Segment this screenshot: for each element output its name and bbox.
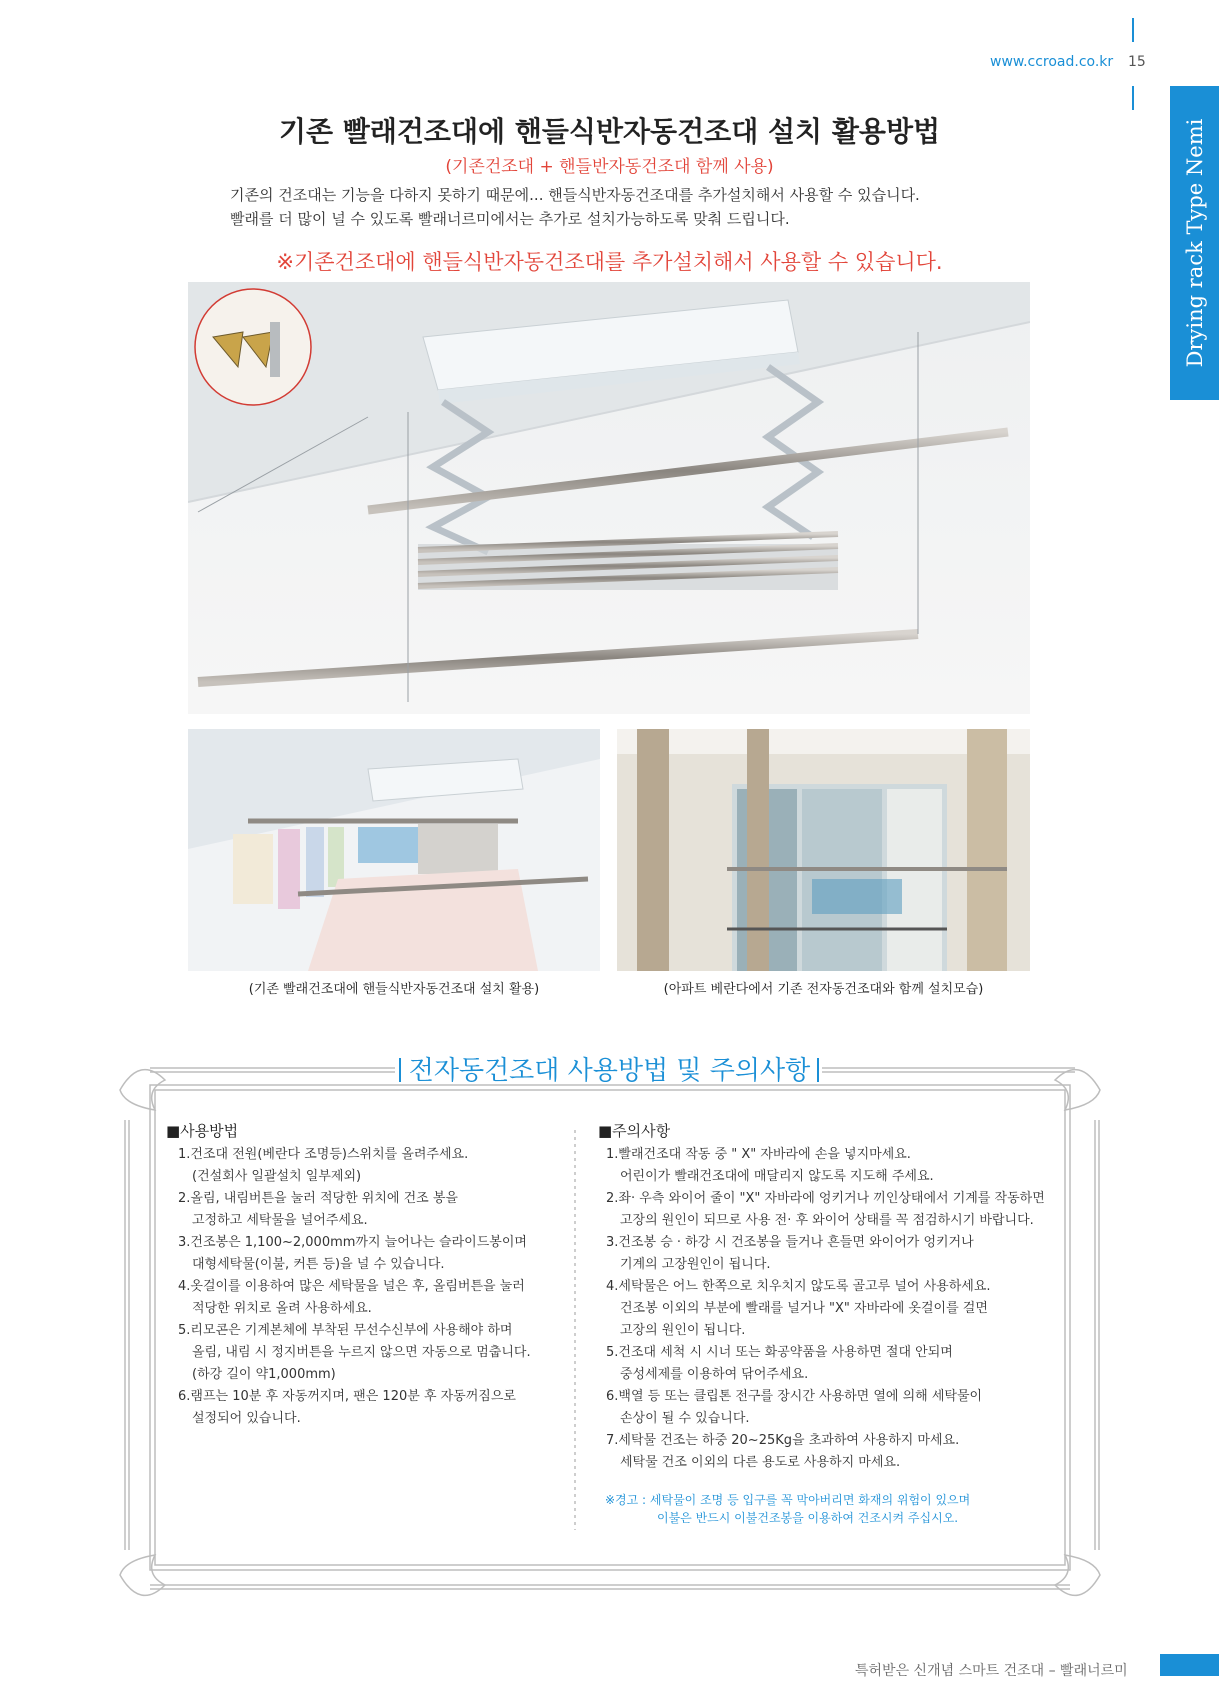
left-photo-caption: (기존 빨래건조대에 핸들식반자동건조대 설치 활용) (248, 982, 540, 997)
caution-line: 건조봉 이외의 부분에 빨래를 널거나 "X" 자바라에 옷걸이를 걸면 (620, 1301, 988, 1316)
caution-line: 7.세탁물 건조는 하중 20~25Kg을 초과하여 사용하지 마세요. (606, 1433, 960, 1448)
right-photo-caption: (아파트 베란다에서 기존 전자동건조대와 함께 설치모습) (663, 982, 984, 997)
caution-line: 손상이 될 수 있습니다. (620, 1411, 750, 1426)
caution-column (598, 1120, 1068, 1474)
usage-line: 1.건조대 전원(베란다 조명등)스위치를 올려주세요. (178, 1147, 469, 1162)
caution-line: 세탁물 건조 이외의 다른 용도로 사용하지 마세요. (620, 1455, 901, 1470)
usage-heading: ■사용방법 (166, 1122, 239, 1140)
caution-line: 어린이가 빨래건조대에 매달리지 않도록 지도해 주세요. (620, 1169, 934, 1184)
intro-line: 빨래를 더 많이 널 수 있도록 빨래너르미에서는 추가로 설치가능하도록 맞춰 드립니다. (230, 210, 790, 228)
page-title: 기존 빨래건조대에 핸들식반자동건조대 설치 활용방법 (278, 115, 941, 148)
website-url[interactable]: www.ccroad.co.kr (990, 54, 1114, 70)
usage-line: 적당한 위치로 올려 사용하세요. (192, 1301, 372, 1316)
caution-line: 고장의 원인이 되므로 사용 전· 후 와이어 상태를 꼭 점검하시기 바랍니다. (620, 1213, 1034, 1228)
caution-line: 2.좌· 우측 와이어 줄이 "X" 자바라에 엉키거나 끼인상태에서 기계를 작동하면 (606, 1191, 1045, 1206)
page-subtitle: (기존건조대 + 핸들반자동건조대 함께 사용) (445, 157, 774, 177)
caution-line: 고장의 원인이 됩니다. (620, 1323, 746, 1338)
usage-line: 3.건조봉은 1,100~2,000mm까지 늘어나는 슬라이드봉이며 (178, 1235, 527, 1250)
footer-accent-bar (1160, 1654, 1219, 1676)
usage-line: (건설회사 일괄설치 일부제외) (192, 1169, 362, 1184)
usage-line: 5.리모콘은 기계본체에 부착된 무선수신부에 사용해야 하며 (178, 1323, 513, 1338)
warning-line: ※경고 : 세탁물이 조명 등 입구를 꼭 막아버리면 화재의 위험이 있으며 (605, 1493, 971, 1507)
notice-text: ※기존건조대에 핸들식반자동건조대를 추가설치해서 사용할 수 있습니다. (276, 250, 943, 274)
usage-column (166, 1120, 566, 1430)
usage-line: (하강 길이 약1,000mm) (192, 1367, 336, 1382)
footer-text: 특허받은 신개념 스마트 건조대 – 빨래너르미 (855, 1663, 1128, 1679)
caution-line: 4.세탁물은 어느 한쪽으로 치우치지 않도록 골고루 널어 사용하세요. (606, 1279, 991, 1294)
usage-line: 대형세탁물(이불, 커튼 등)을 널 수 있습니다. (192, 1257, 445, 1272)
caution-line: 3.건조봉 승 · 하강 시 건조봉을 들거나 흔들면 와이어가 엉키거나 (606, 1235, 974, 1250)
usage-line: 설정되어 있습니다. (192, 1411, 301, 1426)
warning-text (605, 1491, 970, 1527)
caution-line: 5.건조대 세척 시 시너 또는 화공약품을 사용하면 절대 안되며 (606, 1345, 953, 1360)
warning-line: 이불은 반드시 이불건조봉을 이용하여 건조시켜 주십시오. (657, 1511, 959, 1525)
caution-line: 1.빨래건조대 작동 중 " X" 자바라에 손을 넣지마세요. (606, 1147, 911, 1162)
caution-heading: ■주의사항 (598, 1122, 671, 1140)
caution-line: 중성세제를 이용하여 닦어주세요. (620, 1367, 809, 1382)
usage-line: 고정하고 세탁물을 널어주세요. (192, 1213, 368, 1228)
usage-line: 올림, 내림 시 정지버튼을 누르지 않으면 자동으로 멈춥니다. (192, 1345, 531, 1360)
caution-line: 기계의 고장원인이 됩니다. (620, 1257, 771, 1272)
usage-line: 6.램프는 10분 후 자동꺼지며, 팬은 120분 후 자동꺼짐으로 (178, 1389, 516, 1404)
side-tab-label: Drying rack Type Nemi (1182, 118, 1207, 368)
caution-line: 6.백열 등 또는 클립톤 전구를 장시간 사용하면 열에 의해 세탁물이 (606, 1389, 983, 1404)
usage-line: 4.옷걸이를 이용하여 많은 세탁물을 널은 후, 올림버튼을 눌러 (178, 1279, 525, 1294)
intro-line: 기존의 건조대는 기능을 다하지 못하기 때문에... 핸들식반자동건조대를 추가설치해서 사용할 수 있습니다. (230, 186, 920, 204)
page-number: 15 (1128, 54, 1146, 70)
section-title: 전자동건조대 사용방법 및 주의사항 (408, 1056, 811, 1086)
usage-line: 2.올림, 내림버튼을 눌러 적당한 위치에 건조 봉을 (178, 1191, 458, 1206)
